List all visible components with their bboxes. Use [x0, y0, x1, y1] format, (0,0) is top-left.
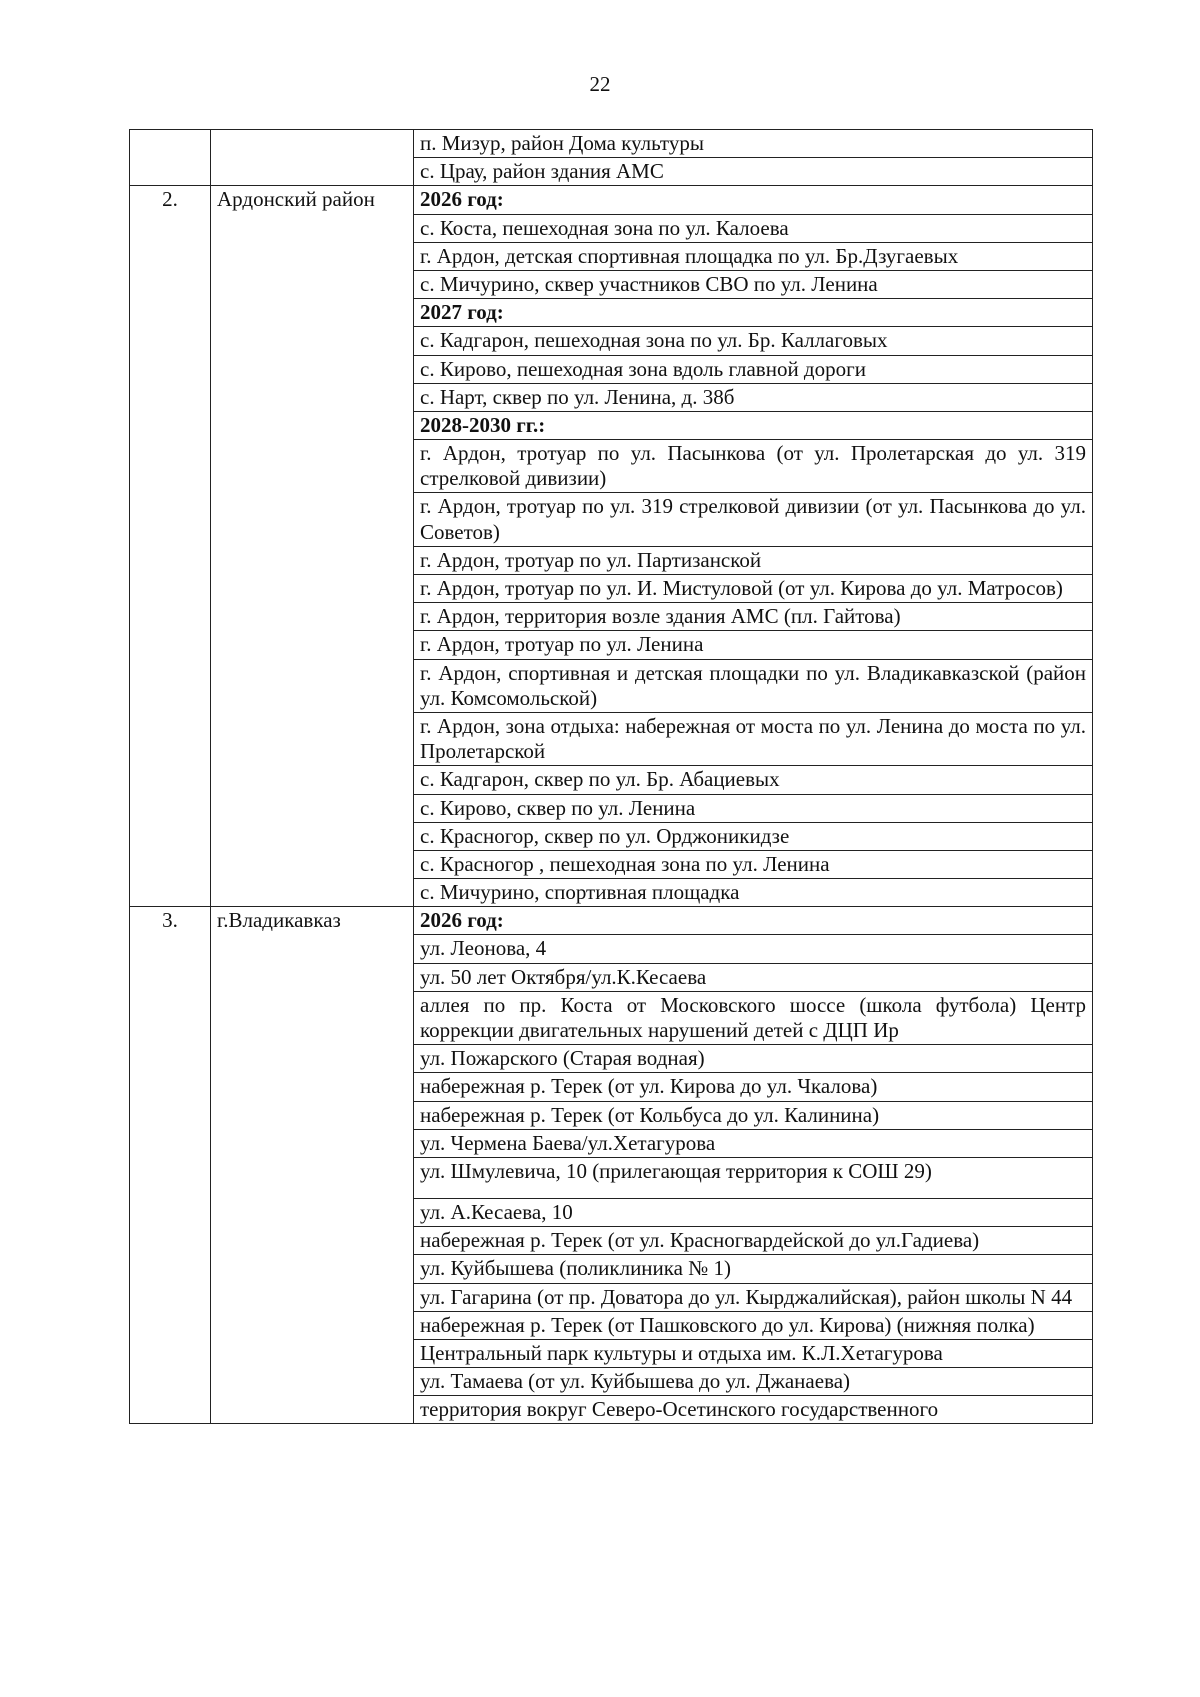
location-item: п. Мизур, район Дома культуры — [414, 130, 1093, 158]
locations-table — [129, 129, 1093, 1424]
location-item: г. Ардон, тротуар по ул. Пасынкова (от ул. Пролетарская до ул. 319 стрелковой дивизии) — [414, 440, 1093, 493]
location-item: ул. Шмулевича, 10 (прилегающая территория к СОШ 29) — [414, 1157, 1093, 1198]
location-item: Центральный парк культуры и отдыха им. К.Л.Хетагурова — [414, 1339, 1093, 1367]
location-item: г. Ардон, тротуар по ул. 319 стрелковой дивизии (от ул. Пасынкова до ул. Советов) — [414, 493, 1093, 546]
location-item: г. Ардон, территория возле здания АМС (пл. Гайтова) — [414, 603, 1093, 631]
district-name: Ардонский район — [211, 186, 414, 907]
location-item: г. Ардон, тротуар по ул. Партизанской — [414, 546, 1093, 574]
district-name: г.Владикавказ — [211, 907, 414, 1424]
location-item: ул. Чермена Баева/ул.Хетагурова — [414, 1129, 1093, 1157]
location-item: с. Мичурино, спортивная площадка — [414, 879, 1093, 907]
location-item: ул. Тамаева (от ул. Куйбышева до ул. Джанаева) — [414, 1368, 1093, 1396]
location-item: г. Ардон, зона отдыха: набережная от моста по ул. Ленина до моста по ул. Пролетарской — [414, 712, 1093, 765]
table-row — [130, 186, 1093, 214]
location-item: с. Кирово, пешеходная зона вдоль главной дороги — [414, 355, 1093, 383]
year-header: 2026 год: — [414, 907, 1093, 935]
location-item: ул. 50 лет Октября/ул.К.Кесаева — [414, 963, 1093, 991]
location-item: г. Ардон, тротуар по ул. И. Мистуловой (от ул. Кирова до ул. Матросов) — [414, 575, 1093, 603]
location-item: с. Кирово, сквер по ул. Ленина — [414, 794, 1093, 822]
location-item: г. Ардон, детская спортивная площадка по ул. Бр.Дзугаевых — [414, 242, 1093, 270]
location-item: с. Мичурино, сквер участников СВО по ул. Ленина — [414, 270, 1093, 298]
location-item: с. Красногор , пешеходная зона по ул. Ленина — [414, 850, 1093, 878]
page-number: 22 — [589, 72, 611, 96]
location-item: набережная р. Терек (от Кольбуса до ул. Калинина) — [414, 1101, 1093, 1129]
location-item: ул. Пожарского (Старая водная) — [414, 1045, 1093, 1073]
year-header: 2028-2030 гг.: — [414, 411, 1093, 439]
year-header: 2026 год: — [414, 186, 1093, 214]
table-body — [130, 130, 1093, 1424]
location-item: территория вокруг Северо-Осетинского государственного — [414, 1396, 1093, 1424]
location-item: с. Кадгарон, сквер по ул. Бр. Абациевых — [414, 766, 1093, 794]
year-header: 2027 год: — [414, 299, 1093, 327]
district-name — [211, 130, 414, 186]
group-number: 2. — [130, 186, 211, 907]
location-item: с. Цpау, район здания АМС — [414, 158, 1093, 186]
location-item: г. Ардон, спортивная и детская площадки по ул. Владикавказской (район ул. Комсомольской) — [414, 659, 1093, 712]
location-item: ул. А.Кесаева, 10 — [414, 1198, 1093, 1226]
location-item: ул. Куйбышева (поликлиника № 1) — [414, 1255, 1093, 1283]
table-row — [130, 907, 1093, 935]
group-number — [130, 130, 211, 186]
location-item: с. Красногор, сквер по ул. Орджоникидзе — [414, 822, 1093, 850]
location-item: с. Нарт, сквер по ул. Ленина, д. 38б — [414, 383, 1093, 411]
location-item: г. Ардон, тротуар по ул. Ленина — [414, 631, 1093, 659]
location-item: ул. Леонова, 4 — [414, 935, 1093, 963]
group-number: 3. — [130, 907, 211, 1424]
location-item: с. Коста, пешеходная зона по ул. Калоева — [414, 214, 1093, 242]
location-item: набережная р. Терек (от ул. Кирова до ул. Чкалова) — [414, 1073, 1093, 1101]
location-item: с. Кадгарон, пешеходная зона по ул. Бр. Каллаговых — [414, 327, 1093, 355]
location-item: ул. Гагарина (от пр. Доватора до ул. Кырджалийская), район школы N 44 — [414, 1283, 1093, 1311]
location-item: аллея по пр. Коста от Московского шоссе (школа футбола) Центр коррекции двигательных нарушений детей с ДЦП Ир — [414, 991, 1093, 1044]
table-row — [130, 130, 1093, 158]
location-item: набережная р. Терек (от Пашковского до ул. Кирова) (нижняя полка) — [414, 1311, 1093, 1339]
location-item: набережная р. Терек (от ул. Красногвардейской до ул.Гадиева) — [414, 1227, 1093, 1255]
